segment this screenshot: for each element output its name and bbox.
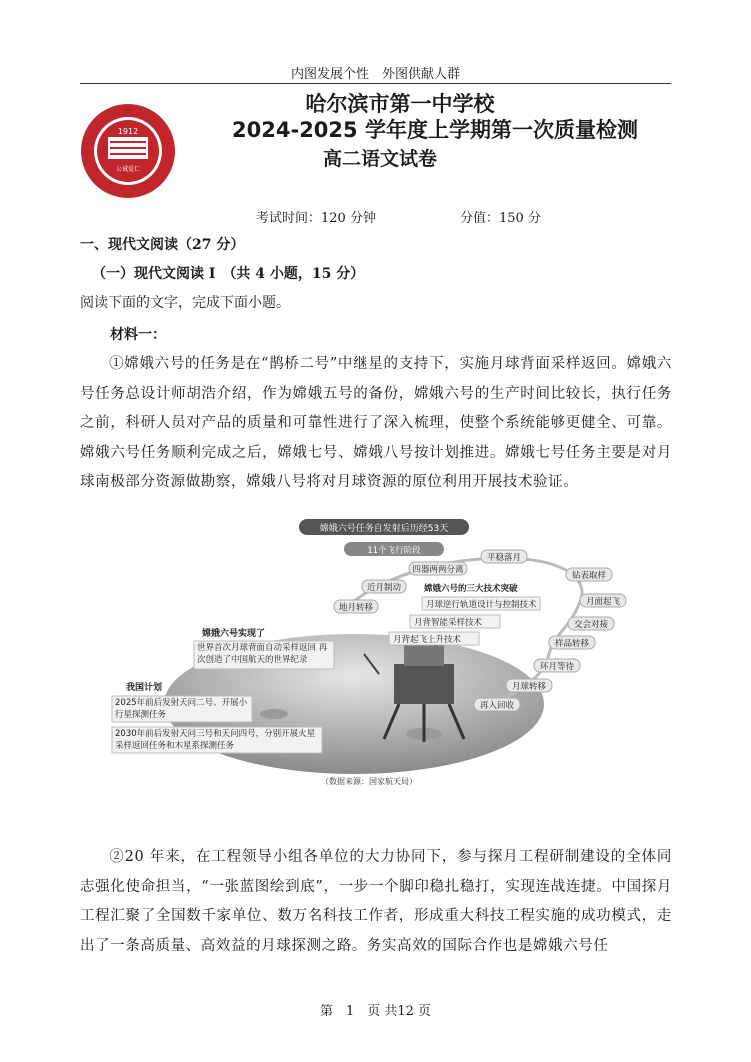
stage-label: 地月转移: [338, 603, 374, 613]
section-heading: 一、现代文阅读（27 分）: [80, 237, 245, 253]
plan-2: 2030年前后发射天问三号和天问四号，分别开展火星采样返回任务和木星系探测任务: [115, 729, 316, 751]
stage-label: 交会对接: [573, 620, 609, 630]
plan-title: 我国计划: [126, 683, 163, 693]
achieve-title: 嫦娥六号实现了: [202, 629, 266, 639]
exam-time: 考试时间：120 分钟: [256, 211, 376, 226]
exam-title: 2024-2025 学年度上学期第一次质量检测: [232, 118, 638, 142]
stage-label: 样品转移: [554, 639, 590, 649]
figure-source: （数据来源：国家航天局）: [321, 777, 417, 786]
paragraph-1: [80, 350, 672, 498]
stage-label: 月面起飞: [585, 597, 621, 607]
tech-title: 嫦娥六号的三大技术突破: [424, 584, 518, 594]
figure-phases: 11个飞行阶段: [367, 546, 421, 556]
stage-label: 再入回收: [479, 701, 515, 711]
stage-label: 钻表取样: [571, 571, 607, 581]
svg-text:1912: 1912: [117, 127, 139, 136]
stage-label: 四器两两分离: [412, 565, 464, 575]
subsection-heading: （一）现代文阅读 I （共 4 小题，15 分）: [92, 266, 365, 282]
school-name: 哈尔滨市第一中学校: [305, 92, 495, 116]
school-logo: [80, 103, 176, 199]
tech-item: 月背起飞上升技术: [393, 635, 462, 645]
svg-text:公诚爱仁: 公诚爱仁: [115, 166, 141, 173]
stage-label: 环月等待: [539, 662, 575, 672]
tech-item: 月背智能采样技术: [414, 618, 483, 628]
paragraph-2: [80, 843, 672, 961]
instruction: 阅读下面的文字，完成下面小题。: [80, 295, 290, 311]
tech-item: 月球逆行轨道设计与控制技术: [426, 600, 537, 610]
material-label: 材料一：: [110, 327, 166, 343]
stage-label: 平稳落月: [486, 553, 522, 563]
stage-label: 月球转移: [511, 682, 547, 692]
infographic: [104, 514, 664, 788]
header-rule: [80, 83, 671, 84]
achieve-text: 世界首次月球背面自动采样返回 再次创造了中国航天的世界纪录: [197, 643, 328, 665]
figure-banner: 嫦娥六号任务自发射后历经53天: [319, 524, 449, 534]
page-footer: 第 1 页 共12 页: [319, 1004, 432, 1019]
header-motto: 内图发展个性 外图供献人群: [290, 67, 460, 82]
stage-label: 近月制动: [366, 583, 402, 593]
exam-score: 分值：150 分: [460, 211, 541, 226]
paragraph-2-text: ②20 年来，在工程领导小组各单位的大力协同下，参与探月工程研制建设的全体同志强化使命担当，“一张蓝图绘到底”，一步一个脚印稳扎稳打，实现连战连捷。中国探月工程汇聚了全国数千家单位、数万名科技工作者，形成重大科技工程实施的成功模式，走出了一条高质量、高效益的月球探测之路。务实高效的国际合作也是嫦娥六号任: [80, 849, 672, 954]
subject-title: 高二语文试卷: [322, 148, 437, 170]
paragraph-1-text: ①嫦娥六号的任务是在“鹊桥二号”中继星的支持下，实施月球背面采样返回。嫦娥六号任务总设计师胡浩介绍，作为嫦娥五号的备份，嫦娥六号的生产时间比较长，执行任务之前，科研人员对产品的质量和可靠性进行了深入梳理，使整个系统能够更健全、可靠。嫦娥六号任务顺利完成之后，嫦娥七号、嫦娥八号按计划推进。嫦娥七号任务主要是对月球南极部分资源做勘察，嫦娥八号将对月球资源的原位利用开展技术验证。: [80, 356, 672, 490]
plan-1: 2025年前后发射天问二号、开展小行星探测任务: [115, 698, 248, 720]
